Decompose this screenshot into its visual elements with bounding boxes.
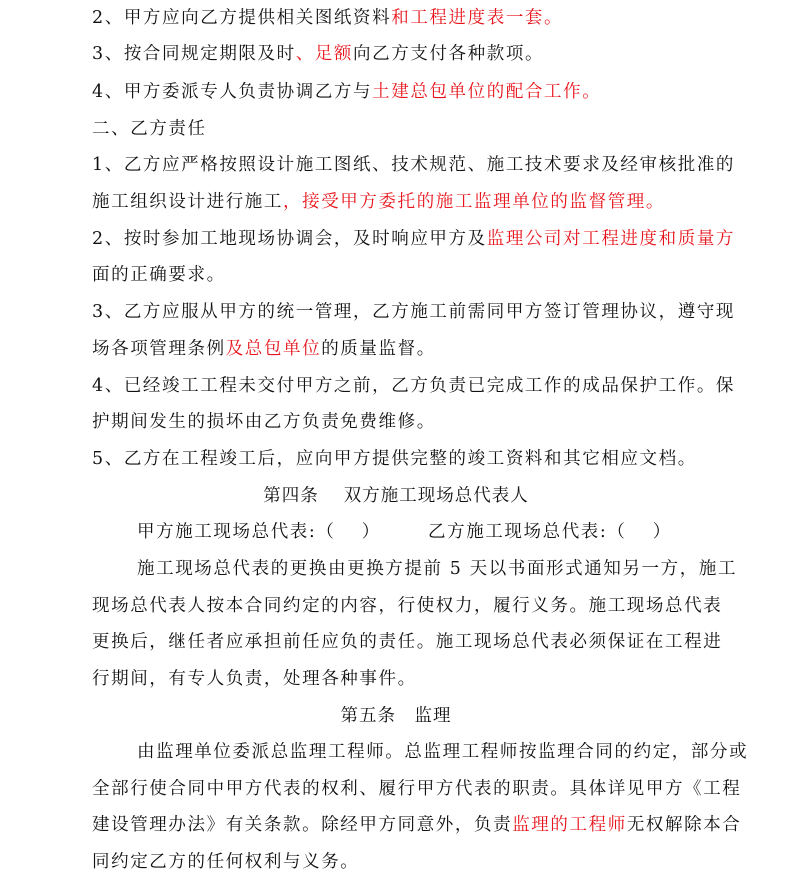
article-5-heading: 第五条 监理 <box>340 706 452 726</box>
party-b-item-3-line2-after: 的质量监督。 <box>321 339 436 359</box>
rep-party-a: 甲方施工现场总代表:（ ） <box>137 522 381 542</box>
party-b-item-3-line2 <box>92 337 436 361</box>
party-b-item-3-line1: 3、乙方应服从甲方的统一管理，乙方施工前需同甲方签订管理协议，遵守现 <box>92 302 736 322</box>
article-4-heading: 第四条 双方施工现场总代表人 <box>263 486 529 506</box>
party-b-item-2-line1-text: 2、按时参加工地现场协调会，及时响应甲方及 <box>92 229 487 249</box>
article-4-para-line2: 现场总代表人按本合同约定的内容，行使权力，履行义务。施工现场总代表 <box>92 596 723 616</box>
party-a-item-3-highlight: 、足额 <box>295 44 354 64</box>
party-a-item-3-text: 3、按合同规定期限及时 <box>92 44 296 64</box>
party-a-item-2-highlight: 和工程进度表一套。 <box>391 8 564 28</box>
article-5-line3-text: 建设管理办法》有关条款。除经甲方同意外，负责 <box>92 815 513 835</box>
party-b-item-1-line2-text: 施工组织设计进行施工 <box>92 192 283 212</box>
rep-party-b: 乙方施工现场总代表:（ ） <box>428 522 672 542</box>
article-5-para-line2: 全部行使合同中甲方代表的权利、履行甲方代表的职责。具体详见甲方《工程 <box>92 779 742 799</box>
party-b-item-1-highlight: ，接受甲方委托的施工监理单位的监督管理。 <box>283 192 665 212</box>
party-a-item-3 <box>92 42 544 66</box>
party-a-item-2-text: 2、甲方应向乙方提供相关图纸资料 <box>92 8 392 28</box>
article-4-para-line3: 更换后，继任者应承担前任应负的责任。施工现场总代表必须保证在工程进 <box>92 632 723 652</box>
party-a-item-4 <box>92 80 601 104</box>
article-4-para-line1: 施工现场总代表的更换由更换方提前 5 天以书面形式通知另一方，施工 <box>137 559 738 579</box>
party-b-item-4-line2: 护期间发生的损坏由乙方负责免费维修。 <box>92 412 436 432</box>
article-4-para-line4: 行期间，有专人负责，处理各种事件。 <box>92 669 417 689</box>
party-a-item-3-text-after: 向乙方支付各种款项。 <box>353 44 545 64</box>
party-b-item-3-line2-text: 场各项管理条例 <box>92 339 226 359</box>
party-a-item-4-text: 4、甲方委派专人负责协调乙方与 <box>92 82 373 102</box>
party-b-item-2-line2: 面的正确要求。 <box>92 265 226 285</box>
party-b-item-2-line1 <box>92 227 735 251</box>
party-a-item-4-highlight: 土建总包单位的配合工作。 <box>372 82 602 102</box>
party-b-item-1-line1: 1、乙方应严格按照设计施工图纸、技术规范、施工技术要求及经审核批准的 <box>92 155 736 175</box>
party-b-item-3-highlight: 及总包单位 <box>225 339 322 359</box>
article-5-highlight: 监理的工程师 <box>512 815 627 835</box>
party-b-item-2-highlight: 监理公司对工程进度和质量方 <box>486 229 736 249</box>
party-a-item-2 <box>92 6 563 30</box>
article-5-para-line1: 由监理单位委派总监理工程师。总监理工程师按监理合同的约定，部分或 <box>137 742 749 762</box>
party-b-item-5-line1: 5、乙方在工程竣工后，应向甲方提供完整的竣工资料和其它相应文档。 <box>92 449 697 469</box>
section-b-heading: 二、乙方责任 <box>92 119 207 139</box>
party-b-item-1-line2 <box>92 190 665 214</box>
article-5-line3-after: 无权解除本合 <box>626 815 742 835</box>
article-5-para-line3 <box>92 813 741 837</box>
party-b-item-4-line1: 4、已经竣工工程未交付甲方之前，乙方负责已完成工作的成品保护工作。保 <box>92 376 736 396</box>
article-5-para-line4: 同约定乙方的任何权利与义务。 <box>92 852 360 872</box>
